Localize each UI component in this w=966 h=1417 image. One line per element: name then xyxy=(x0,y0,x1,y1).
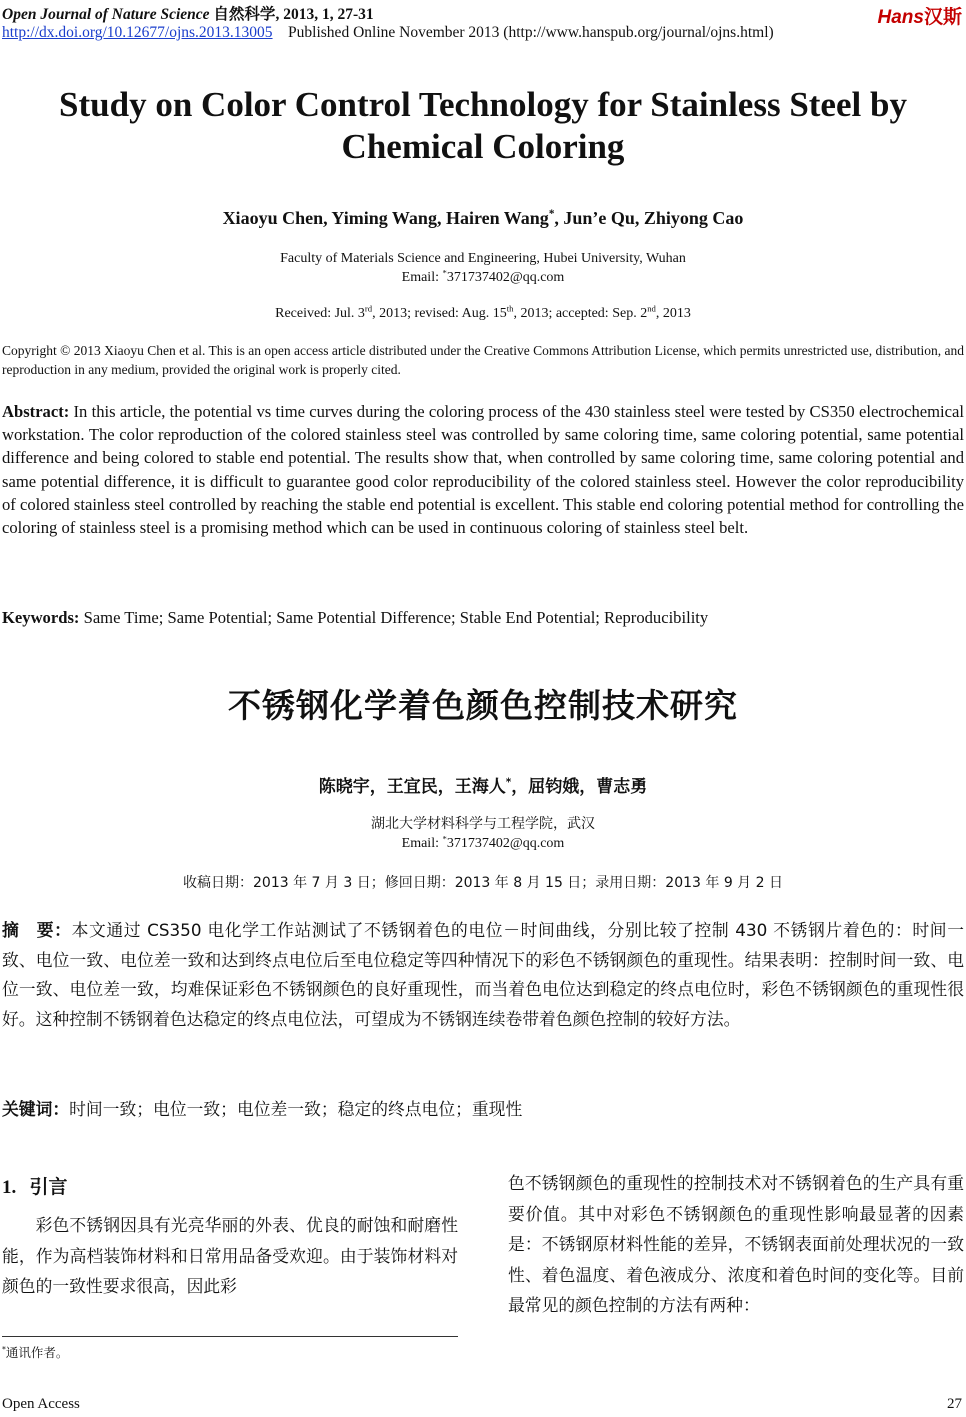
email-mark-cn: * xyxy=(442,833,447,844)
published-info: Published Online November 2013 (http://www.hanspub.org/journal/ojns.html) xyxy=(288,24,774,41)
abstract-text-cn: 本文通过 CS350 电化学工作站测试了不锈钢着色的电位－时间曲线，分别比较了控制 430 不锈钢片着色的：时间一致、电位一致、电位差一致和达到终点电位后至电位稳定等四种情况下的彩色不锈钢颜色的重现性。结果表明：控制时间一致、电位一致、电位差一致，均难保证彩色不锈钢颜色的良好重现性，而当着色电位达到稳定的终点电位时，彩色不锈钢颜色的重现性很好。这种控制不锈钢着色达稳定的终点电位法，可望成为不锈钢连续卷带着色颜色控制的较好方法。 xyxy=(2,920,964,1029)
affiliation xyxy=(0,249,966,287)
abstract-text: In this article, the potential vs time curves during the coloring process of the 430 stainless steel were tested by CS350 electrochemical workstation. The color reproduction of the colored stainless steel was controlled by same coloring time, same coloring potential, same potential difference and being colored to stable end potential. The results show that, when controlled by same coloring time, same coloring potential and same potential difference, it is difficult to guarantee good color reproducibility of the colored stainless steel. However the color reproducibility of colored stainless steel controlled by reaching the stable end potential is excellent. This stable end coloring potential method for controlling the coloring of stainless steel is a promising method which can be used in continuous coloring of stainless steel belt. xyxy=(2,402,964,538)
keywords-label-cn: 关键词： xyxy=(2,1099,70,1119)
publisher-logo xyxy=(878,2,962,29)
email-mark: * xyxy=(442,267,447,278)
section-heading xyxy=(2,1172,68,1199)
abstract-en xyxy=(2,400,964,539)
footnote-text: 通讯作者。 xyxy=(5,1345,69,1360)
keywords-cn xyxy=(2,1096,964,1120)
journal-header xyxy=(2,2,374,24)
body-column-left: 彩色不锈钢因具有光亮华丽的外表、优良的耐蚀和耐磨性能，作为高档装饰材料和日常用品备受欢迎。由于装饰材料对颜色的一致性要求很高，因此彩 xyxy=(2,1215,458,1296)
title-line-1: Study on Color Control Technology for Stainless Steel by xyxy=(59,85,907,124)
footnote xyxy=(2,1343,68,1361)
corresponding-mark-cn: * xyxy=(505,776,512,789)
authors-part-2: , Jun’e Qu, Zhiyong Cao xyxy=(554,208,744,228)
revised-part: , 2013; revised: Aug. 15 xyxy=(372,306,507,321)
received-part: Received: Jul. 3 xyxy=(275,306,365,321)
copyright-notice: Copyright © 2013 Xiaoyu Chen et al. This is an open access article distributed under the Creative Commons Attribution License, which permits unrestricted use, distribution, and reproduction in any medium, provided the original work is properly cited. xyxy=(2,343,964,377)
paper-title xyxy=(0,84,966,168)
authors-part-1: Xiaoyu Chen, Yiming Wang, Hairen Wang xyxy=(222,208,549,228)
doi-link[interactable]: http://dx.doi.org/10.12677/ojns.2013.13005 xyxy=(2,24,273,41)
paper-title-cn: 不锈钢化学着色颜色控制技术研究 xyxy=(228,686,738,725)
abstract-label-cn: 摘 要： xyxy=(2,920,72,940)
section-title: 引言 xyxy=(29,1176,68,1198)
section-number: 1. xyxy=(2,1177,17,1198)
email-label: Email: xyxy=(401,270,443,285)
author-list xyxy=(0,208,966,229)
keywords-en xyxy=(2,608,964,628)
accepted-year: , 2013 xyxy=(655,306,691,321)
received-dates-cn: 收稿日期：2013 年 7 月 3 日；修回日期：2013 年 8 月 15 日；录用日期：2013 年 9 月 2 日 xyxy=(183,875,783,891)
author-list-cn xyxy=(0,772,966,797)
abstract-label: Abstract: xyxy=(2,402,70,421)
affiliation-cn-text: 湖北大学材料科学与工程学院，武汉 xyxy=(371,816,595,832)
revised-sup: th xyxy=(506,303,514,314)
body-column-right: 色不锈钢颜色的重现性的控制技术对不锈钢着色的生产具有重要价值。其中对彩色不锈钢颜色的重现性影响最显著的因素是：不锈钢原材料性能的差异，不锈钢表面前处理状况的一致性、着色温度、着色液成分、浓度和着色时间的变化等。目前最常见的颜色控制的方法有两种： xyxy=(508,1173,964,1315)
journal-name-cn: 自然科学 xyxy=(213,6,276,23)
email-address-cn[interactable]: 371737402@qq.com xyxy=(446,836,565,851)
journal-volume: , 2013, 1, 27-31 xyxy=(275,6,374,23)
footnote-mark: * xyxy=(2,1344,6,1354)
received-dates xyxy=(0,304,966,323)
logo-hans: Hans xyxy=(877,7,924,28)
keywords-text-cn: 时间一致；电位一致；电位差一致；稳定的终点电位；重现性 xyxy=(69,1099,523,1119)
affiliation-cn xyxy=(0,815,966,853)
logo-cn: 汉斯 xyxy=(923,7,962,28)
footnote-divider xyxy=(2,1336,458,1337)
title-line-2: Chemical Coloring xyxy=(341,127,625,166)
email-label-cn: Email: xyxy=(401,836,443,851)
keywords-label: Keywords: xyxy=(2,608,80,627)
page-number: 27 xyxy=(947,1396,962,1412)
abstract-cn xyxy=(2,916,964,1034)
keywords-text: Same Time; Same Potential; Same Potential Difference; Stable End Potential; Reproducibility xyxy=(79,608,709,627)
email-line-cn xyxy=(0,834,966,853)
footer-open-access: Open Access xyxy=(2,1396,80,1412)
publication-line xyxy=(2,24,774,42)
email-address[interactable]: 371737402@qq.com xyxy=(446,270,565,285)
authors-cn-part-2: ，屈钧娥，曹志勇 xyxy=(511,777,648,797)
accepted-sup: nd xyxy=(647,303,656,314)
accepted-part: , 2013; accepted: Sep. 2 xyxy=(513,306,648,321)
journal-name: Open Journal of Nature Science xyxy=(2,6,210,23)
corresponding-mark: * xyxy=(548,208,555,220)
affiliation-text: Faculty of Materials Science and Engineering, Hubei University, Wuhan xyxy=(280,251,686,266)
received-sup: rd xyxy=(364,303,373,314)
authors-cn-part-1: 陈晓宇，王宜民，王海人 xyxy=(318,777,506,797)
email-line xyxy=(0,268,966,287)
